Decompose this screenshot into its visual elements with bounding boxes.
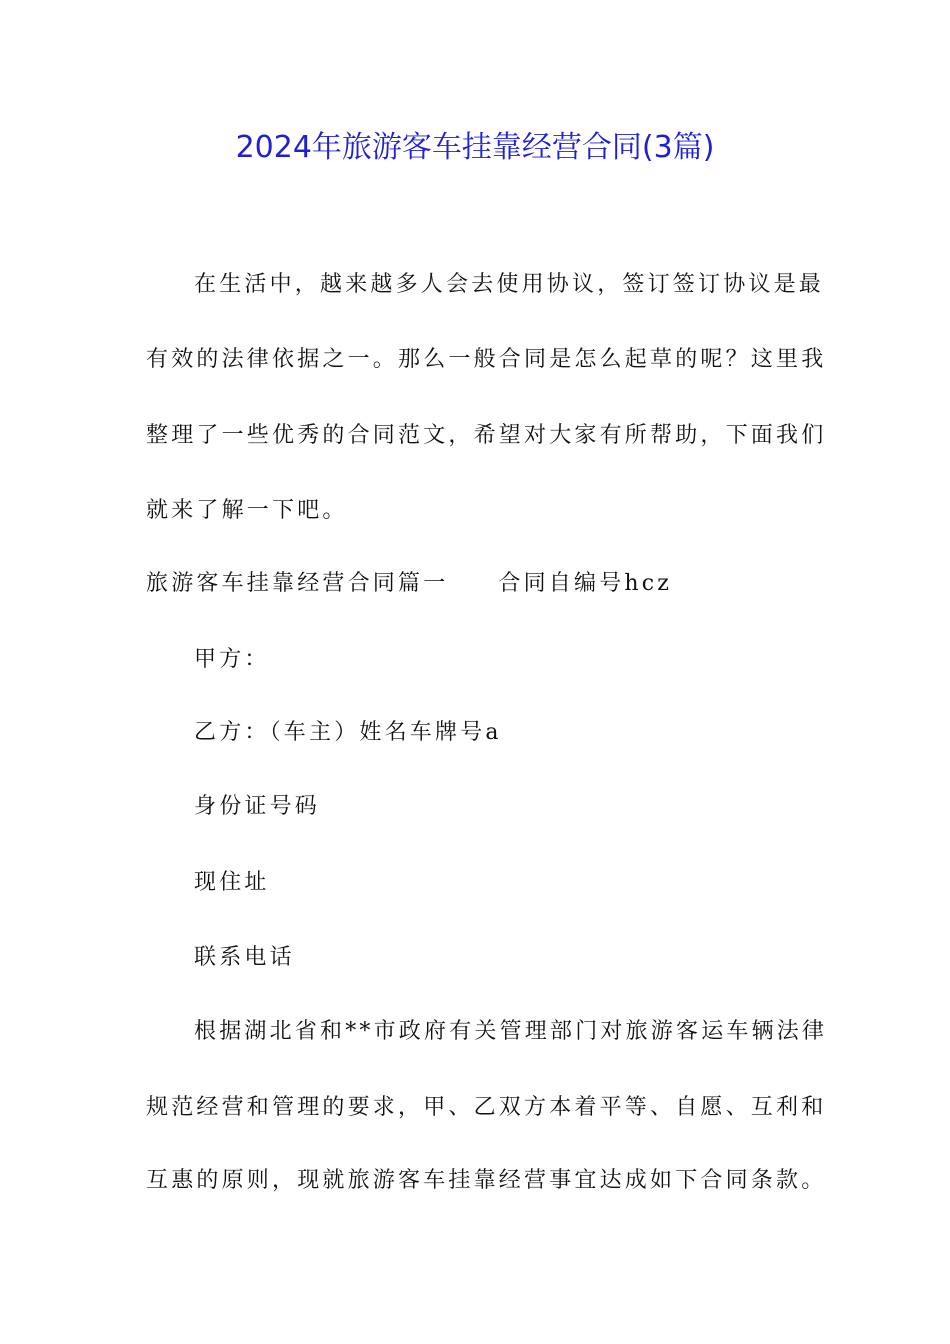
intro-line-2: 有效的法律依据之一。那么一般合同是怎么起草的呢？这里我	[146, 347, 827, 372]
intro-line-1: 在生活中，越来越多人会去使用协议，签订签订协议是最	[194, 272, 825, 297]
basis-line-2: 规范经营和管理的要求，甲、乙双方本着平等、自愿、互利和	[146, 1095, 827, 1120]
address-field: 现住址	[194, 870, 270, 895]
basis-line-1: 根据湖北省和**市政府有关管理部门对旅游客运车辆法律	[194, 1019, 828, 1044]
document-title: 2024年旅游客车挂靠经营合同(3篇)	[235, 130, 715, 165]
party-a: 甲方：	[194, 647, 270, 672]
intro-line-4: 就来了解一下吧。	[146, 498, 348, 523]
id-number-field: 身份证号码	[194, 794, 321, 819]
basis-line-3: 互惠的原则，现就旅游客车挂靠经营事宜达成如下合同条款。	[146, 1168, 827, 1193]
intro-line-3: 整理了一些优秀的合同范文，希望对大家有所帮助，下面我们	[146, 423, 827, 448]
section-heading: 旅游客车挂靠经营合同篇一	[146, 571, 449, 596]
phone-field: 联系电话	[194, 945, 295, 970]
party-b: 乙方：（车主）姓名车牌号a	[194, 720, 502, 745]
section-heading-row	[146, 569, 672, 599]
contract-number: 合同自编号hcz	[498, 571, 673, 596]
